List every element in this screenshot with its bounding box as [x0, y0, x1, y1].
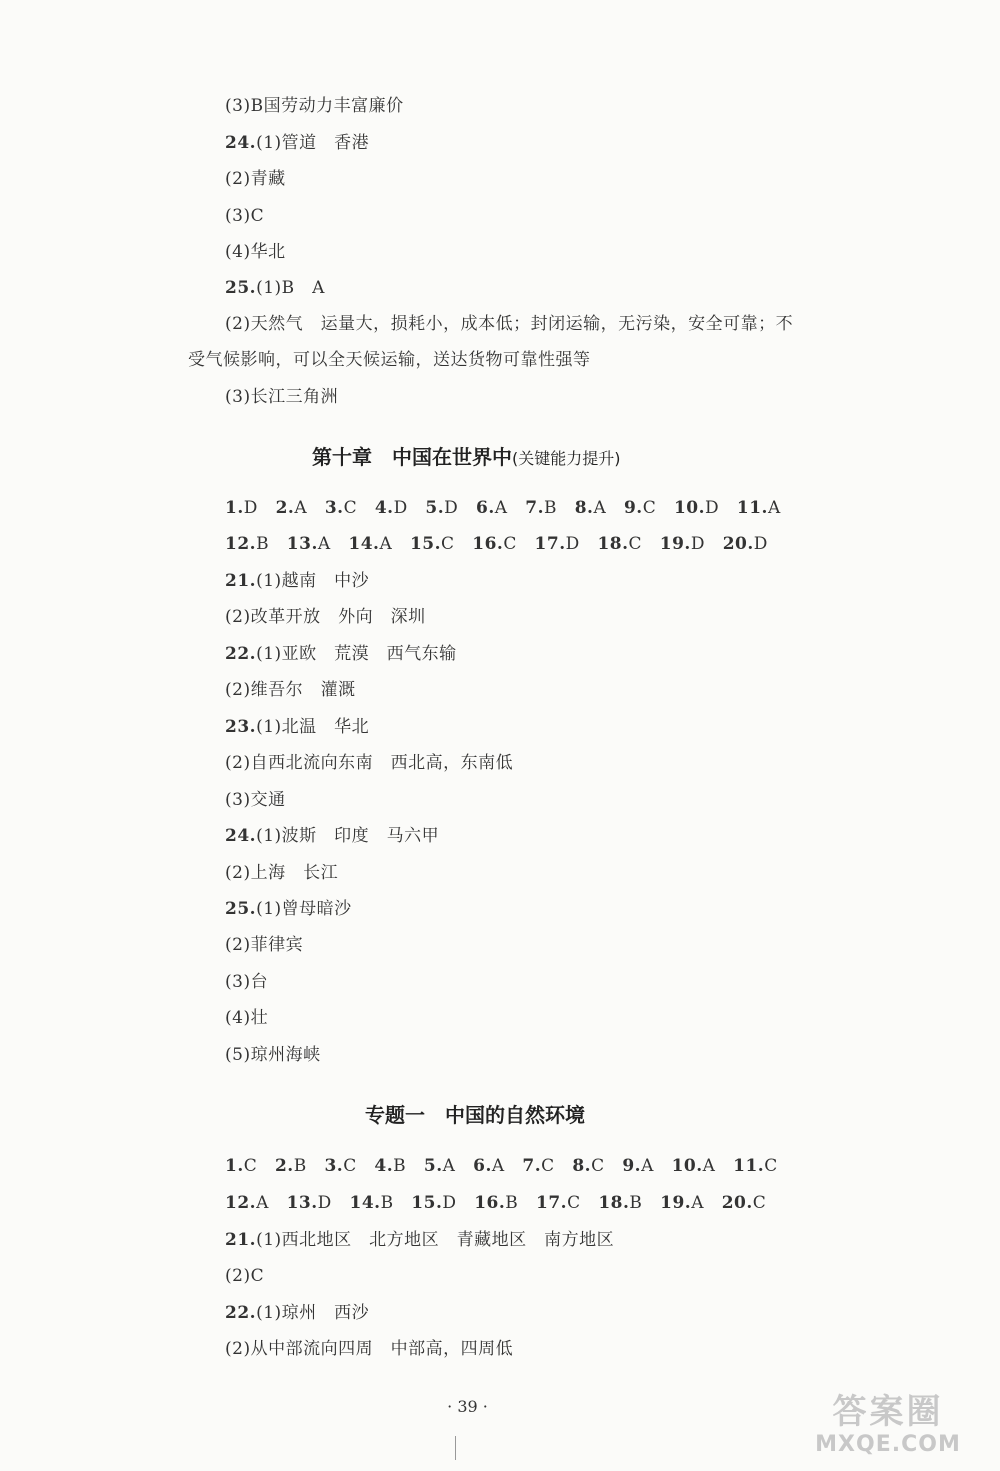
answer-number: 13.: [286, 534, 318, 554]
answer-choice: A: [691, 1193, 722, 1213]
answer-line: 24.(1)波斯 印度 马六甲: [225, 826, 440, 846]
answer-choice: C: [642, 498, 674, 518]
watermark: [788, 1392, 988, 1467]
answer-number: 18.: [598, 1193, 630, 1213]
answer-number: 6.: [476, 498, 495, 518]
answer-choice: A: [317, 534, 349, 554]
answer-number: 9.: [623, 498, 643, 518]
chapter-title: 第十章 中国在世界中(关键能力提升): [312, 445, 621, 469]
answer-choice: A: [491, 1156, 523, 1176]
answer-choice: C: [591, 1156, 623, 1176]
answer-choice: C: [628, 534, 660, 554]
answer-number: 18.: [597, 534, 629, 554]
answer-choice: D: [442, 1193, 475, 1213]
answer-number: 7.: [522, 1156, 542, 1176]
answer-number: 3.: [324, 1156, 344, 1176]
answer-choice: C: [764, 1156, 778, 1176]
answer-number: 4.: [374, 1156, 394, 1176]
answer-number: 6.: [473, 1156, 492, 1176]
topic-title: 专题一 中国的自然环境: [365, 1103, 585, 1127]
answer-number: 1.: [225, 1156, 244, 1176]
answer-line: 21.(1)西北地区 北方地区 青藏地区 南方地区: [225, 1230, 615, 1250]
answer-line: (2)上海 长江: [225, 863, 339, 883]
answer-choice: B: [380, 1193, 412, 1213]
answer-line: (2)从中部流向四周 中部高，四周低: [225, 1339, 514, 1359]
answer-choice: D: [565, 534, 598, 554]
answer-number: 15.: [409, 534, 442, 554]
answer-number: 11.: [736, 498, 768, 518]
answer-row: [225, 497, 781, 519]
answer-number: 2.: [275, 498, 295, 518]
answer-line: (2)青藏: [225, 169, 286, 189]
answer-choice: C: [567, 1193, 599, 1213]
answer-line: (3)B国劳动力丰富廉价: [225, 96, 404, 116]
answer-line: (2)维吾尔 灌溉: [225, 680, 356, 700]
answer-row: [225, 1192, 766, 1214]
answer-choice: D: [753, 534, 768, 554]
answer-choice: B: [293, 1156, 325, 1176]
answer-number: 5.: [425, 498, 445, 518]
answer-choice: A: [641, 1156, 672, 1176]
answer-number: 1.: [225, 498, 244, 518]
answer-line: 受气候影响，可以全天候运输，送达货物可靠性强等: [188, 350, 591, 370]
answer-number: 10.: [673, 498, 706, 518]
answer-choice: D: [243, 498, 276, 518]
answer-number: 16.: [474, 1193, 506, 1213]
answer-choice: D: [444, 498, 476, 518]
answer-number: 5.: [423, 1156, 443, 1176]
answer-number: 17.: [536, 1193, 568, 1213]
answer-row: [225, 533, 768, 555]
answer-choice: C: [243, 1156, 275, 1176]
answer-choice: A: [256, 1193, 287, 1213]
answer-number: 8.: [574, 498, 594, 518]
answer-number: 19.: [659, 534, 691, 554]
answer-choice: D: [393, 498, 426, 518]
answer-line: 25.(1)B A: [225, 278, 325, 298]
answer-number: 14.: [349, 1193, 381, 1213]
answer-line: (3)台: [225, 972, 269, 992]
answer-choice: C: [343, 1156, 375, 1176]
answer-line: (2)自西北流向东南 西北高，东南低: [225, 753, 514, 773]
answer-choice: C: [343, 498, 375, 518]
answer-number: 13.: [286, 1193, 318, 1213]
answer-choice: A: [379, 534, 410, 554]
answer-line: 22.(1)亚欧 荒漠 西气东输: [225, 644, 457, 664]
answer-choice: B: [505, 1193, 537, 1213]
answer-line: 25.(1)曾母暗沙: [225, 899, 352, 919]
answer-line: 21.(1)越南 中沙: [225, 571, 370, 591]
answer-choice: B: [629, 1193, 661, 1213]
answer-choice: A: [494, 498, 526, 518]
answer-number: 20.: [721, 1193, 753, 1213]
answer-choice: C: [752, 1193, 767, 1213]
answer-number: 17.: [534, 534, 566, 554]
answer-number: 12.: [225, 1193, 257, 1213]
answer-line: (2)天然气 运量大，损耗小，成本低；封闭运输，无污染，安全可靠；不: [225, 314, 794, 334]
answer-number: 3.: [324, 498, 344, 518]
answer-number: 4.: [374, 498, 394, 518]
watermark-url: MXQE.COM: [815, 1432, 961, 1457]
answer-choice: D: [690, 534, 723, 554]
answer-number: 10.: [671, 1156, 703, 1176]
answer-line: (2)改革开放 外向 深圳: [225, 607, 426, 627]
answer-choice: A: [442, 1156, 474, 1176]
answer-choice: C: [503, 534, 535, 554]
answer-line: (2)菲律宾: [225, 935, 304, 955]
answer-number: 2.: [274, 1156, 294, 1176]
answer-choice: A: [593, 498, 624, 518]
answer-line: (2)C: [225, 1266, 265, 1286]
answer-number: 15.: [411, 1193, 443, 1213]
answer-number: 12.: [225, 534, 257, 554]
answer-line: (5)琼州海峡: [225, 1045, 321, 1065]
answer-choice: B: [256, 534, 287, 554]
answer-line: (4)华北: [225, 242, 286, 262]
answer-choice: A: [767, 498, 781, 518]
answer-line: 22.(1)琼州 西沙: [225, 1303, 370, 1323]
answer-number: 14.: [348, 534, 380, 554]
answer-number: 16.: [472, 534, 504, 554]
answer-number: 19.: [660, 1193, 692, 1213]
answer-line: (3)长江三角洲: [225, 387, 339, 407]
answer-number: 7.: [525, 498, 544, 518]
page-number: · 39 ·: [447, 1397, 488, 1416]
answer-row: [225, 1155, 778, 1177]
watermark-logo-text: 答案圈: [832, 1392, 944, 1432]
answer-number: 8.: [572, 1156, 592, 1176]
answer-line: (3)C: [225, 206, 265, 226]
answer-choice: A: [702, 1156, 734, 1176]
answer-number: 20.: [722, 534, 754, 554]
answer-choice: D: [705, 498, 737, 518]
answer-choice: A: [294, 498, 325, 518]
scan-mark: [455, 1436, 456, 1460]
chapter-subtitle: (关键能力提升): [512, 449, 621, 468]
answer-line: (4)壮: [225, 1008, 269, 1028]
answer-number: 9.: [622, 1156, 642, 1176]
answer-line: (3)交通: [225, 790, 286, 810]
answer-choice: C: [541, 1156, 573, 1176]
answer-choice: C: [441, 534, 473, 554]
answer-number: 11.: [733, 1156, 765, 1176]
answer-line: 24.(1)管道 香港: [225, 133, 370, 153]
answer-choice: B: [544, 498, 575, 518]
answer-line: 23.(1)北温 华北: [225, 717, 370, 737]
answer-choice: D: [317, 1193, 350, 1213]
answer-choice: B: [393, 1156, 424, 1176]
